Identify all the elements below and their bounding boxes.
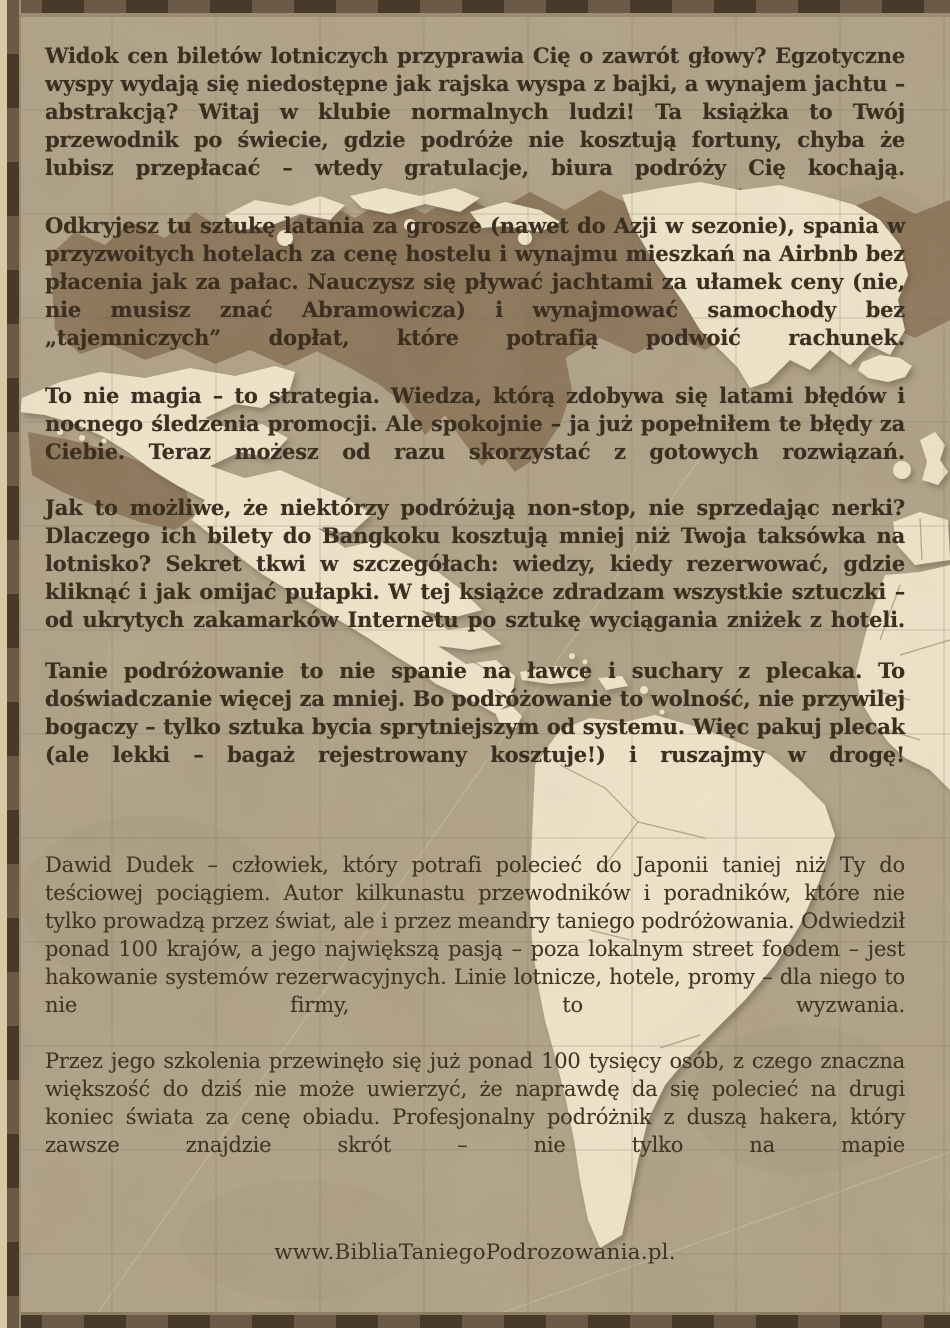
- blurb-paragraph-4: Jak to możliwe, że niektórzy podróżują non-stop, nie sprzedając nerki? Dlaczego ich bilety do Bangkoku kosztują mniej niż Twoja taksówka na lotnisko? Sekret tkwi w szczegółach: wiedzy, kiedy rezerwować, gdzie kliknąć i jak omijać pułapki. W tej książce zdradzam wszystkie sztuczki – od ukrytych zakamarków Internetu po sztukę wyciągania zniżek z hoteli.: [45, 495, 905, 632]
- blurb-paragraph-2: Odkryjesz tu sztukę latania za grosze (nawet do Azji w sezonie), spania w przyzwoitych hotelach za cenę hostelu i wynajmu mieszkań na Airbnb bez płacenia jak za pałac. Nauczysz się pływać jachtami za ułamek ceny (nie, nie musisz znać Abramowicza) i wynajmować samochody bez „tajemniczych” dopłat, które potrafią podwoić rachunek.: [45, 213, 905, 350]
- blurb-paragraph-5: Tanie podróżowanie to nie spanie na ławce i suchary z plecaka. To doświadczanie więcej za mniej. Bo podróżowanie to wolność, nie przywilej bogaczy – tylko sztuka bycia sprytniejszym od systemu. Więc pakuj plecak (ale lekki – bagaż rejestrowany kosztuje!) i ruszajmy w drogę!: [45, 658, 905, 767]
- blurb-paragraph-1: Widok cen biletów lotniczych przyprawia Cię o zawrót głowy? Egzotyczne wyspy wydają się niedostępne jak rajska wyspa z bajki, a wynajem jachtu – abstrakcją? Witaj w klubie normalnych ludzi! Ta książka to Twój przewodnik po świecie, gdzie podróże nie kosztują fortuny, chyba że lubisz przepłacać – wtedy gratulacje, biura podróży Cię kochają.: [45, 43, 905, 180]
- website-url: www.BibliaTaniegoPodrozowania.pl.: [274, 1240, 676, 1265]
- author-bio-paragraph-2: Przez jego szkolenia przewinęło się już ponad 100 tysięcy osób, z czego znaczna większość do dziś nie może uwierzyć, że naprawdę da się polecieć na drugi koniec świata za cenę obiadu. Profesjonalny podróżnik z duszą hakera, który zawsze znajdzie skrót – nie tylko na mapie: [45, 1049, 905, 1157]
- frame-border-left: [7, 0, 21, 1328]
- blurb-paragraph-3: To nie magia – to strategia. Wiedza, którą zdobywa się latami błędów i nocnego śledzenia promocji. Ale spokojnie – ja już popełniłem te błędy za Ciebie. Teraz możesz od razu skorzystać z gotowych rozwiązań.: [45, 383, 905, 464]
- author-bio-paragraph-1: Dawid Dudek – człowiek, który potrafi polecieć do Japonii taniej niż Ty do teściowej pociągiem. Autor kilkunastu przewodników i poradników, które nie tylko prowadzą przez świat, ale i przez meandry taniego podróżowania. Odwiedził ponad 100 krajów, a jego największą pasją – poza lokalnym street foodem – jest hakowanie systemów rezerwacyjnych. Linie lotnicze, hotele, promy – dla niego to nie firmy, to wyzwania.: [45, 853, 905, 1017]
- page-edge-left: [0, 0, 7, 1328]
- frame-border-top: [0, 0, 950, 17]
- frame-border-bottom: [0, 1312, 950, 1328]
